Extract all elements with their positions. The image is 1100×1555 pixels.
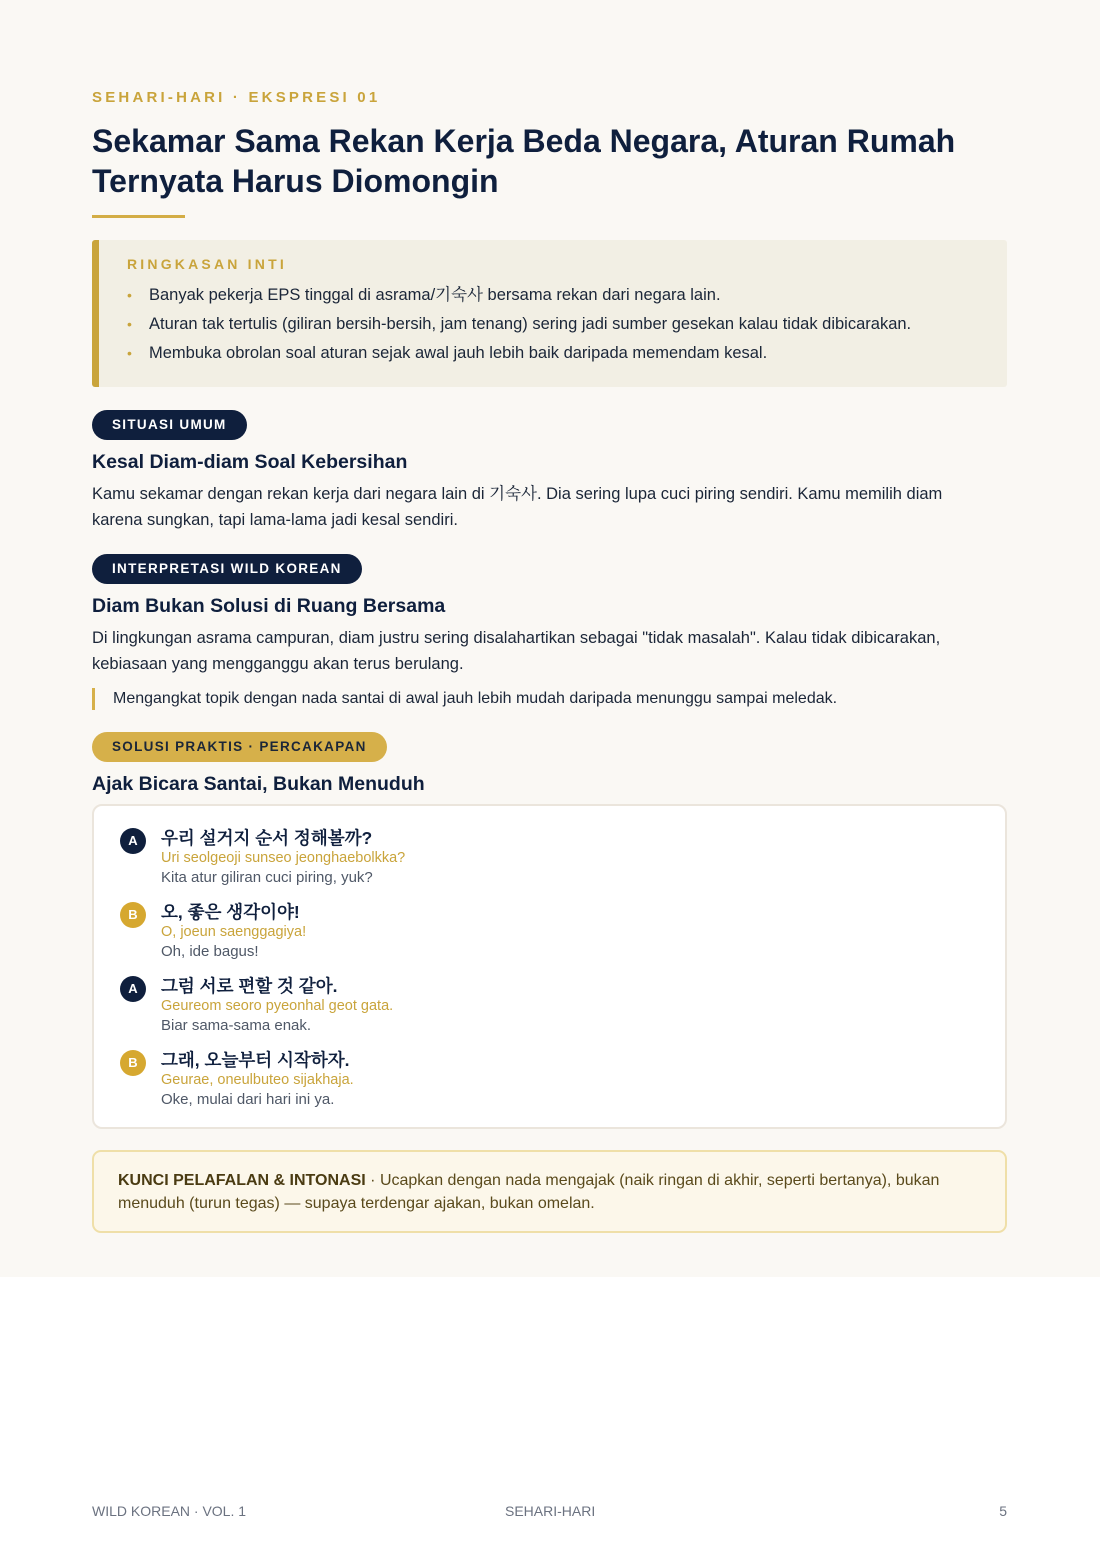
korean-text: 우리 설거지 순서 정해볼까? bbox=[161, 828, 373, 848]
summary-item bbox=[127, 310, 1007, 339]
footer-section: SEHARI-HARI bbox=[505, 1503, 596, 1519]
translation-text: Biar sama-sama enak. bbox=[161, 1017, 312, 1034]
summary-item bbox=[127, 339, 1007, 368]
interpretation-quote: Mengangkat topik dengan nada santai di awal jauh lebih mudah daripada menunggu sampai meledak. bbox=[92, 688, 992, 710]
section-kicker: SEHARI-HARI · EKSPRESI 01 bbox=[92, 89, 381, 106]
tip-text: Ucapkan dengan nada mengajak (naik ringan di akhir, seperti bertanya), bukan menuduh (turun tegas) — supaya terdengar ajakan, bukan omelan. bbox=[118, 1172, 940, 1212]
interpretation-heading: Diam Bukan Solusi di Ruang Bersama bbox=[92, 595, 446, 617]
summary-item-text: Membuka obrolan soal aturan sejak awal jauh lebih baik daripada memendam kesal. bbox=[149, 344, 768, 362]
korean-text: 그럼 서로 편할 것 같아. bbox=[161, 976, 338, 996]
speaker-badge: B bbox=[120, 1050, 146, 1076]
tip-label: KUNCI PELAFALAN & INTONASI bbox=[118, 1172, 366, 1189]
summary-item-text: Banyak pekerja EPS tinggal di asrama/기숙사 bersama rekan dari negara lain. bbox=[149, 286, 721, 304]
summary-list bbox=[127, 281, 1007, 368]
dialog-box bbox=[92, 804, 1007, 1129]
korean-text: 그래, 오늘부터 시작하자. bbox=[161, 1050, 350, 1070]
translation-text: Oke, mulai dari hari ini ya. bbox=[161, 1091, 335, 1108]
speaker-badge: A bbox=[120, 976, 146, 1002]
footer-series: WILD KOREAN · VOL. 1 bbox=[92, 1503, 247, 1519]
page-number: 5 bbox=[999, 1503, 1007, 1519]
summary-item-text: Aturan tak tertulis (giliran bersih-bersih, jam tenang) sering jadi sumber gesekan kalau tidak dibicarakan. bbox=[149, 315, 912, 333]
summary-label: RINGKASAN INTI bbox=[127, 256, 287, 272]
summary-item bbox=[127, 281, 1007, 310]
interpretation-body: Di lingkungan asrama campuran, diam justru sering disalahartikan sebagai "tidak masalah". Kalau tidak dibicarakan, kebiasaan yang mengganggu akan terus berulang. bbox=[92, 629, 941, 673]
title-underline bbox=[92, 215, 185, 218]
translation-text: Oh, ide bagus! bbox=[161, 943, 259, 960]
bullet-icon: • bbox=[127, 345, 132, 361]
bullet-icon: • bbox=[127, 287, 132, 303]
page-title: Sekamar Sama Rekan Kerja Beda Negara, Aturan Rumah Ternyata Harus Diomongin bbox=[92, 123, 956, 199]
page-footer bbox=[92, 1503, 1007, 1523]
romanization-text: Geurae, oneulbuteo sijakhaja. bbox=[161, 1072, 354, 1088]
romanization-text: Uri seolgeoji sunseo jeonghaebolkka? bbox=[161, 850, 406, 866]
speaker-badge: B bbox=[120, 902, 146, 928]
translation-text: Kita atur giliran cuci piring, yuk? bbox=[161, 869, 373, 886]
situation-heading: Kesal Diam-diam Soal Kebersihan bbox=[92, 451, 408, 473]
summary-box bbox=[92, 240, 1007, 387]
speaker-badge: A bbox=[120, 828, 146, 854]
interpretation-pill: INTERPRETASI WILD KOREAN bbox=[92, 554, 362, 584]
solution-heading: Ajak Bicara Santai, Bukan Menuduh bbox=[92, 773, 425, 795]
situation-body: Kamu sekamar dengan rekan kerja dari negara lain di 기숙사. Dia sering lupa cuci piring sendiri. Kamu memilih diam karena sungkan, tapi lama-lama jadi kesal sendiri. bbox=[92, 485, 943, 529]
tip-separator: · bbox=[365, 1172, 380, 1189]
pronunciation-tip bbox=[92, 1150, 1007, 1233]
romanization-text: Geureom seoro pyeonhal geot gata. bbox=[161, 998, 394, 1014]
korean-text: 오, 좋은 생각이야! bbox=[161, 902, 300, 922]
situation-pill: SITUASI UMUM bbox=[92, 410, 247, 440]
bullet-icon: • bbox=[127, 316, 132, 332]
solution-pill: SOLUSI PRAKTIS · PERCAKAPAN bbox=[92, 732, 387, 762]
romanization-text: O, joeun saenggagiya! bbox=[161, 924, 307, 940]
